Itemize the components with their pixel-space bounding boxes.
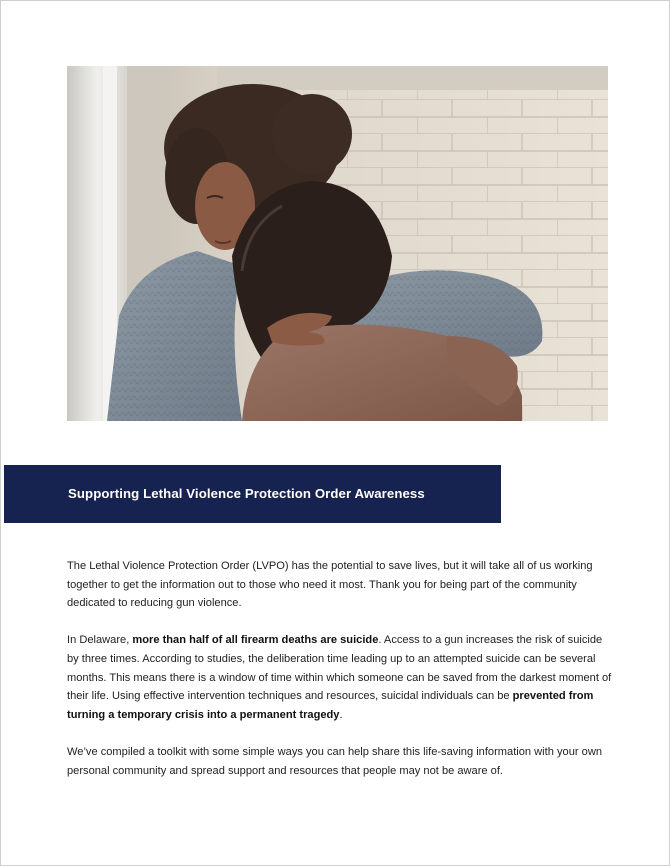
paragraph-intro: The Lethal Violence Protection Order (LVPO) has the potential to save lives, but it will take all of us working together to get the information out to those who need it most. Thank you for being part of the community dedicated to reducing gun violence. [67,560,593,610]
p2-bold-prevention: prevented from turning a temporary crisis into a permanent tragedy [67,690,594,721]
banner-title: Supporting Lethal Violence Protection Order Awareness [68,486,425,501]
title-banner [4,465,501,523]
hero-photo [67,66,608,421]
p2-middle: . Access to a gun increases the risk of suicide by three times. According to studies, the deliberation time leading up to an attempted suicide can be several months. This means there is a window of time within which someone can be saved from the darkest moment of their life. Using effective intervention techniques and resources, suicidal individuals can be [67,634,612,703]
p2-bold-suicide-stat: more than half of all firearm deaths are suicide [132,634,379,647]
p2-lead: In Delaware, [67,634,133,647]
body-copy [67,557,615,799]
p2-end: . [339,708,343,721]
paragraph-toolkit: We’ve compiled a toolkit with some simple ways you can help share this life-saving information with your own personal community and spread support and resources that people may not be aware of. [67,745,602,777]
paragraph-delaware-stats [67,631,615,724]
